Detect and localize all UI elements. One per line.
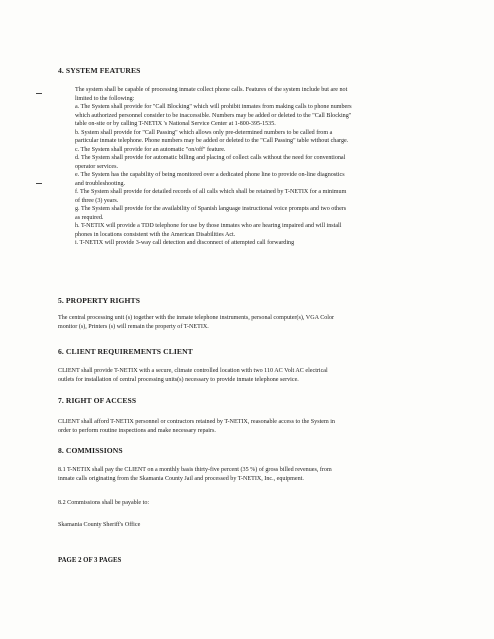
text-line: g. The System shall provide for the availability of Spanish language instructional voice prompts and two others — [75, 206, 347, 212]
text-line: i. T-NETIX will provide 3-way call detection and disconnect of attempted call forwarding — [75, 240, 295, 246]
text-line: CLIENT shall provide T-NETIX with a secure, climate controlled location with two 110 AC Volt AC electrical — [58, 368, 328, 374]
text-line: monitor (s), Printers (s) will remain the property of T-NETIX. — [58, 323, 209, 330]
page-footer: PAGE 2 OF 3 PAGES — [58, 557, 122, 564]
text-line: and troubleshooting. — [75, 180, 126, 187]
text-line: The system shall be capable of processing inmate collect phone calls. Features of the system include but are not — [75, 87, 348, 93]
section-heading-property-rights: 5. PROPERTY RIGHTS — [58, 296, 141, 305]
text-line: as required. — [75, 214, 104, 221]
text-line: f. The System shall provide for detailed records of all calls which shall be retained by T-NETIX for a minimum — [75, 189, 347, 195]
text-line: particular inmate telephone. Phone numbers may be added or deleted to the "Call Passing" table without charge. — [75, 138, 349, 144]
payee-name: Skamania County Sheriff's Office — [58, 522, 141, 528]
section-heading-right-of-access: 7. RIGHT OF ACCESS — [58, 396, 137, 405]
text-line: table on-site or by calling T-NETIX 's National Service Center at 1-800-395-1535. — [75, 121, 276, 127]
text-line: b. System shall provide for "Call Passing" which allows only pre-determined numbers to be called from a — [75, 129, 333, 136]
text-line: operator services. — [75, 163, 118, 170]
text-line: which authorized personnel consider to be inaccessible. Numbers may be added or deleted to the "Call Blocking" — [75, 112, 352, 119]
margin-mark — [36, 93, 42, 94]
text-line: a. The System shall provide for "Call Blocking" which will prohibit inmates from making calls to phone numbers — [75, 104, 352, 110]
commissions-text — [58, 466, 450, 483]
commissions-payable-text: 8.2 Commissions shall be payable to: — [58, 500, 150, 506]
text-line: c. The System shall provide for an automatic "on/off" feature. — [75, 146, 226, 153]
system-features-text — [75, 86, 450, 248]
section-heading-system-features: 4. SYSTEM FEATURES — [58, 66, 141, 75]
text-line: d. The System shall provide for automatic billing and placing of collect calls without the need for conventional — [75, 155, 346, 161]
text-line: CLIENT shall afford T-NETIX personnel or contractors retained by T-NETIX, reasonable access to the System in — [58, 419, 335, 425]
text-line: e. The System has the capability of being monitored over a dedicated phone line to provide on-line diagnostics — [75, 172, 345, 178]
client-requirements-text — [58, 367, 450, 384]
text-line: outlets for installation of central processing units(s) necessary to provide inmate telephone service. — [58, 376, 299, 383]
property-rights-text — [58, 314, 450, 331]
text-line: phones in locations consistent with the American Disabilities Act. — [75, 231, 236, 238]
text-line: The central processing unit (s) together with the inmate telephone instruments, personal computer(s), VGA Color — [58, 315, 335, 321]
right-of-access-text — [58, 418, 450, 435]
section-heading-client-requirements: 6. CLIENT REQUIREMENTS CLIENT — [58, 347, 193, 356]
text-line: inmate calls originating from the Skamania County Jail and processed by T-NETIX, Inc., equipment. — [58, 475, 304, 482]
text-line: h. T-NETIX will provide a TDD telephone for use by those inmates who are hearing impaired and will install — [75, 223, 342, 229]
text-line: order to perform routine inspections and make necessary repairs. — [58, 427, 216, 434]
text-line: of three (3) years. — [75, 197, 119, 204]
section-heading-commissions: 8. COMMISSIONS — [58, 446, 123, 455]
margin-mark — [36, 183, 42, 184]
text-line: limited to the following: — [75, 95, 135, 102]
text-line: 8.1 T-NETIX shall pay the CLIENT on a monthly basis thirty-five percent (35 %) of gross billed revenues, from — [58, 467, 332, 473]
